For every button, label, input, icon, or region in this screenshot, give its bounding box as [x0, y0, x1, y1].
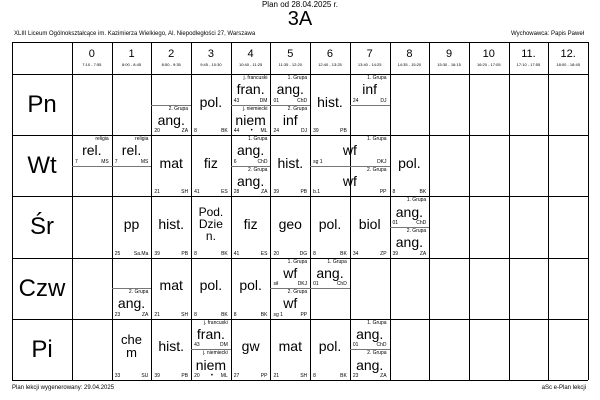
lesson-cell[interactable] — [191, 74, 231, 135]
lesson-cell[interactable] — [191, 319, 231, 350]
lesson-subject: ang. — [395, 234, 423, 251]
lesson-subject: pp — [123, 215, 140, 232]
day-label: Wt — [27, 152, 57, 180]
lesson-cell[interactable] — [310, 166, 389, 197]
lesson-room: b.1 — [313, 189, 321, 196]
period-time: 7:10 - 7:55 — [82, 62, 102, 67]
lesson-group: 2. Grupa — [287, 289, 308, 296]
lesson-cell[interactable] — [270, 258, 310, 289]
grid-line — [12, 380, 588, 381]
lesson-subject: biol — [358, 215, 381, 232]
lesson-cell[interactable] — [310, 135, 389, 166]
lesson-subject: ang. — [236, 142, 265, 159]
lesson-group: 2. Grupa — [247, 166, 268, 173]
grid-line — [72, 42, 73, 380]
lesson-subject: ang. — [356, 326, 384, 343]
lesson-subject: fran. — [236, 81, 265, 98]
lesson-teacher: MS — [140, 158, 149, 165]
lesson-cell[interactable] — [191, 349, 231, 380]
lesson-teacher: ZA — [261, 189, 268, 196]
lesson-subject: niem — [235, 111, 266, 128]
lesson-teacher: ZA — [380, 372, 387, 379]
period-header — [548, 42, 588, 74]
plan-date: Plan od 28.04.2025 r. — [261, 0, 339, 9]
period-header — [310, 42, 350, 74]
lesson-teacher: Sa.Ma — [133, 250, 149, 257]
lesson-group: 1. Grupa — [287, 258, 308, 265]
period-header — [469, 42, 509, 74]
period-time: 8:00 - 8:45 — [121, 62, 142, 67]
lesson-teacher: ZA — [419, 250, 427, 257]
lesson-group: j. niemiecki — [203, 350, 228, 357]
period-time: 8:50 - 9:35 — [161, 62, 181, 67]
lesson-teacher: ES — [221, 189, 228, 196]
lesson-subject: wf — [342, 142, 357, 159]
lesson-cell[interactable] — [151, 196, 191, 257]
generated-date: Plan lekcji wygenerowany: 29.04.2025 — [12, 385, 115, 391]
lesson-subject: pol. — [199, 93, 223, 110]
lesson-subject: inf — [362, 81, 378, 98]
lesson-cell[interactable] — [151, 105, 191, 136]
lesson-cell[interactable] — [350, 319, 390, 350]
lesson-room: 43 — [194, 342, 200, 349]
lesson-cell[interactable] — [270, 105, 310, 136]
lesson-room: 01 — [313, 281, 319, 288]
lesson-subject: ang. — [395, 203, 423, 220]
lesson-group: j. francuski — [203, 319, 228, 326]
lesson-group: 1. Grupa — [367, 136, 387, 143]
lesson-teacher: DM — [219, 342, 228, 349]
day-label: Śr — [30, 213, 54, 241]
grid-line — [548, 42, 549, 380]
lesson-teacher: ML — [260, 128, 268, 135]
lesson-subject: mat — [159, 277, 183, 294]
lesson-room: 8 — [233, 311, 237, 318]
period-header — [191, 42, 231, 74]
lesson-group: 2. Grupa — [168, 105, 189, 112]
lesson-room: 33 — [114, 372, 121, 379]
lesson-teacher: BK — [221, 250, 228, 257]
lesson-cell[interactable] — [151, 258, 191, 319]
lesson-teacher: PB — [181, 372, 189, 379]
lesson-room: 23 — [352, 372, 359, 379]
lesson-teacher: DKJ — [377, 158, 387, 165]
lesson-room: 39 — [154, 372, 160, 379]
lesson-group: 2. Grupa — [406, 228, 427, 234]
lesson-cell[interactable] — [112, 196, 152, 257]
period-time: 15:30 - 16:15 — [437, 62, 461, 67]
grid-line — [509, 42, 510, 380]
period-number: 6 — [326, 48, 334, 60]
lesson-room: 01 — [352, 342, 359, 349]
lesson-subject: wf — [283, 295, 298, 312]
lesson-teacher: BK — [221, 311, 228, 318]
lesson-room: 8 — [194, 128, 197, 135]
lesson-teacher: DJ — [380, 97, 387, 104]
period-time: 14:35 - 15:20 — [397, 62, 422, 67]
lesson-room: 25 — [114, 250, 121, 257]
lesson-subject: wf — [283, 264, 298, 281]
lesson-subject: fran. — [196, 326, 225, 343]
period-time: 10:40 - 11:25 — [238, 62, 263, 67]
lesson-teacher: SU — [141, 372, 149, 379]
period-header — [112, 42, 152, 74]
lesson-teacher: PP — [300, 311, 308, 318]
lesson-cell[interactable] — [350, 74, 390, 105]
lesson-teacher: SH — [181, 189, 189, 196]
lesson-subject: fiz — [203, 154, 218, 171]
period-number: 2 — [168, 48, 175, 60]
lesson-cell[interactable] — [112, 319, 152, 380]
class-name: 3A — [287, 8, 313, 30]
grid-line — [429, 42, 430, 380]
lesson-room: 01 — [273, 97, 280, 104]
lesson-room: 41 — [233, 250, 240, 257]
lesson-teacher: SH — [181, 311, 189, 318]
period-number: 8 — [406, 48, 413, 60]
lesson-subject: fiz — [243, 215, 258, 232]
lesson-room: 21 — [154, 189, 160, 196]
period-time: 13:40 - 14:25 — [357, 62, 382, 67]
lesson-room: sił — [273, 281, 279, 288]
lesson-room: 23 — [114, 311, 121, 318]
lesson-cell[interactable] — [112, 288, 152, 319]
lesson-cell[interactable] — [231, 105, 271, 136]
lesson-subject: niem — [195, 356, 227, 373]
lesson-teacher: ChD — [416, 219, 427, 226]
lesson-room: 41 — [194, 189, 200, 196]
lesson-room: 8 — [392, 189, 396, 196]
lesson-teacher: DM — [259, 97, 268, 104]
lesson-room: 39 — [313, 128, 319, 135]
period-time: 18:00 - 18:45 — [556, 62, 580, 67]
lesson-teacher: BK — [340, 372, 347, 379]
period-header — [390, 42, 430, 74]
lesson-cell[interactable] — [270, 196, 310, 257]
lesson-room: 39 — [154, 250, 160, 257]
lesson-room: 44 — [233, 128, 240, 135]
lesson-cell[interactable] — [350, 349, 390, 380]
lesson-teacher: BK — [221, 128, 228, 135]
period-number: 0 — [88, 48, 95, 60]
grid-line — [72, 166, 112, 167]
lesson-subject: Pod. Dzie n. — [198, 204, 224, 243]
lesson-group: religia — [135, 136, 149, 143]
lesson-subject: pol. — [199, 277, 223, 294]
lesson-room: 28 — [233, 189, 240, 196]
period-time: 16:20 - 17:05 — [476, 62, 501, 67]
lesson-room: 21 — [154, 311, 160, 318]
lesson-cell[interactable] — [231, 319, 271, 380]
lesson-teacher: ChD — [257, 158, 268, 165]
lesson-cell[interactable] — [310, 319, 350, 380]
lesson-subject: pol. — [318, 338, 342, 355]
period-number: 7 — [366, 48, 373, 60]
lesson-group: j. niemiecki — [242, 105, 268, 112]
lesson-room: 20 — [273, 250, 280, 257]
period-time: 17:10 - 17:55 — [516, 62, 541, 67]
lesson-cell[interactable] — [72, 135, 112, 166]
period-time: 11:35 - 12:20 — [278, 62, 302, 67]
lesson-cell[interactable] — [231, 166, 271, 197]
lesson-subject: gw — [241, 338, 260, 355]
lesson-teacher: ChD — [376, 342, 387, 349]
lesson-subject: ang. — [157, 111, 185, 128]
lesson-room: 21 — [273, 372, 280, 379]
lesson-teacher: ES — [260, 250, 268, 257]
day-label: Pi — [31, 335, 53, 363]
lesson-cell[interactable] — [112, 135, 152, 166]
day-label: Czw — [18, 274, 66, 302]
lesson-group: 1. Grupa — [247, 136, 268, 143]
lesson-teacher: ZA — [181, 128, 189, 135]
lesson-teacher: PB — [300, 189, 308, 196]
lesson-room: 43 — [233, 97, 240, 104]
lesson-teacher: PB — [340, 128, 347, 135]
lesson-subject: rel. — [121, 142, 142, 159]
lesson-subject: pol. — [398, 154, 421, 171]
lesson-subject: ang. — [276, 81, 304, 98]
lesson-room: sg 1 — [273, 311, 283, 318]
lesson-teacher: ZP — [380, 250, 387, 257]
period-number: 9 — [446, 48, 453, 60]
day-label: Pn — [27, 91, 57, 118]
lesson-group: 1. Grupa — [367, 75, 387, 81]
grid-line — [469, 42, 470, 380]
lesson-room: 20 — [154, 128, 160, 135]
lesson-teacher: DKJ — [297, 281, 308, 288]
lesson-marker: • — [250, 128, 253, 135]
period-header — [509, 42, 549, 74]
lesson-room: 24 — [273, 128, 280, 135]
lesson-cell[interactable] — [390, 135, 430, 196]
lesson-cell[interactable] — [151, 135, 191, 196]
school-name: XLIII Liceum Ogólnokształcące im. Kazimierza Wielkiego, Al. Niepodległości 27, Warszawa — [14, 31, 256, 37]
lesson-subject: ang. — [117, 295, 146, 312]
lesson-teacher: PB — [181, 250, 189, 257]
software-credit: aSc e-Plan lekcji — [541, 385, 586, 391]
lesson-subject: pol. — [318, 215, 342, 232]
period-number: 1 — [128, 48, 135, 60]
period-number: 4 — [247, 48, 254, 60]
lesson-cell[interactable] — [151, 319, 191, 380]
lesson-subject: hist. — [277, 154, 304, 171]
lesson-teacher: BK — [419, 189, 427, 196]
period-number: 3 — [207, 48, 214, 60]
period-number: 12. — [560, 48, 576, 60]
lesson-room: 20 — [194, 372, 200, 379]
grid-line — [112, 166, 152, 167]
lesson-cell[interactable] — [231, 135, 271, 166]
lesson-teacher: PP — [379, 189, 387, 196]
lesson-cell[interactable] — [390, 196, 430, 227]
lesson-teacher: PP — [260, 372, 268, 379]
lesson-subject: rel. — [82, 142, 102, 159]
lesson-room: 24 — [352, 97, 359, 104]
lesson-cell[interactable] — [310, 74, 350, 135]
period-header — [231, 42, 271, 74]
lesson-teacher: ZA — [141, 311, 149, 318]
lesson-cell[interactable] — [270, 74, 310, 105]
lesson-subject: hist. — [158, 338, 185, 355]
lesson-cell[interactable] — [231, 196, 271, 257]
lesson-room: 7 — [75, 158, 78, 165]
lesson-room: 8 — [194, 311, 197, 318]
lesson-cell[interactable] — [270, 135, 310, 196]
period-number: 10 — [482, 48, 495, 60]
grid-line — [350, 105, 390, 106]
lesson-teacher: SH — [300, 372, 308, 379]
lesson-room: 39 — [273, 189, 280, 196]
lesson-group: 2. Grupa — [287, 105, 308, 112]
lesson-room: 8 — [313, 250, 316, 257]
lesson-room: 34 — [352, 250, 359, 257]
lesson-room: sg 1 — [313, 158, 323, 165]
lesson-teacher: ChD — [336, 281, 347, 288]
lesson-cell[interactable] — [191, 196, 231, 257]
lesson-teacher: MS — [101, 158, 109, 165]
lesson-cell[interactable] — [191, 135, 231, 196]
lesson-group: j. francuski — [243, 75, 268, 81]
lesson-cell[interactable] — [270, 288, 310, 319]
lesson-teacher: DG — [299, 250, 308, 257]
period-time: 12:40 - 13:25 — [318, 62, 342, 67]
lesson-room: 7 — [114, 158, 118, 165]
lesson-teacher: DJ — [301, 128, 308, 135]
lesson-subject: wf — [342, 173, 357, 190]
period-time: 9:45 - 10:30 — [200, 62, 222, 67]
lesson-cell[interactable] — [191, 258, 231, 319]
period-header — [72, 42, 112, 74]
lesson-group: 1. Grupa — [327, 258, 347, 265]
period-header — [350, 42, 390, 74]
period-header — [429, 42, 469, 74]
grid-line — [310, 288, 350, 289]
lesson-group: 1. Grupa — [406, 197, 427, 204]
lesson-teacher: BK — [260, 311, 268, 318]
lesson-cell[interactable] — [310, 258, 350, 289]
lesson-cell[interactable] — [231, 74, 271, 105]
lesson-cell[interactable] — [310, 196, 350, 257]
lesson-cell[interactable] — [270, 319, 310, 380]
period-number: 11. — [521, 48, 536, 60]
homeroom-teacher: Wychowawca: Papis Paweł — [511, 31, 584, 37]
lesson-subject: pol. — [239, 277, 262, 294]
lesson-subject: ang. — [356, 356, 384, 373]
lesson-room: 01 — [392, 219, 399, 226]
period-number: 5 — [287, 48, 294, 60]
lesson-group: 1. Grupa — [287, 75, 308, 81]
lesson-teacher: ML — [220, 372, 228, 379]
lesson-cell[interactable] — [231, 258, 271, 319]
lesson-marker: • — [210, 372, 214, 379]
lesson-group: 2. Grupa — [367, 350, 387, 357]
lesson-subject: ang. — [236, 173, 265, 190]
period-header — [270, 42, 310, 74]
period-header — [151, 42, 191, 74]
lesson-room: 8 — [313, 372, 316, 379]
lesson-subject: geo — [278, 215, 302, 232]
lesson-group: 1. Grupa — [367, 319, 387, 326]
lesson-cell[interactable] — [390, 227, 430, 258]
lesson-teacher: ChD — [297, 97, 308, 104]
lesson-teacher: BK — [340, 250, 347, 257]
lesson-room: 8 — [194, 250, 197, 257]
grid-line — [588, 42, 589, 380]
lesson-subject: mat — [278, 338, 302, 355]
lesson-room: 39 — [392, 250, 399, 257]
lesson-group: religia — [95, 136, 109, 143]
lesson-subject: hist. — [158, 215, 185, 232]
lesson-subject: mat — [159, 154, 183, 171]
lesson-subject: ang. — [316, 264, 344, 281]
lesson-group: 2. Grupa — [367, 166, 387, 173]
lesson-subject: che m — [121, 332, 143, 361]
lesson-subject: inf — [282, 111, 298, 128]
lesson-cell[interactable] — [350, 196, 390, 257]
lesson-group: 2. Grupa — [128, 289, 149, 296]
lesson-subject: hist. — [317, 93, 343, 110]
lesson-room: 6 — [233, 158, 237, 165]
lesson-room: 27 — [233, 372, 240, 379]
